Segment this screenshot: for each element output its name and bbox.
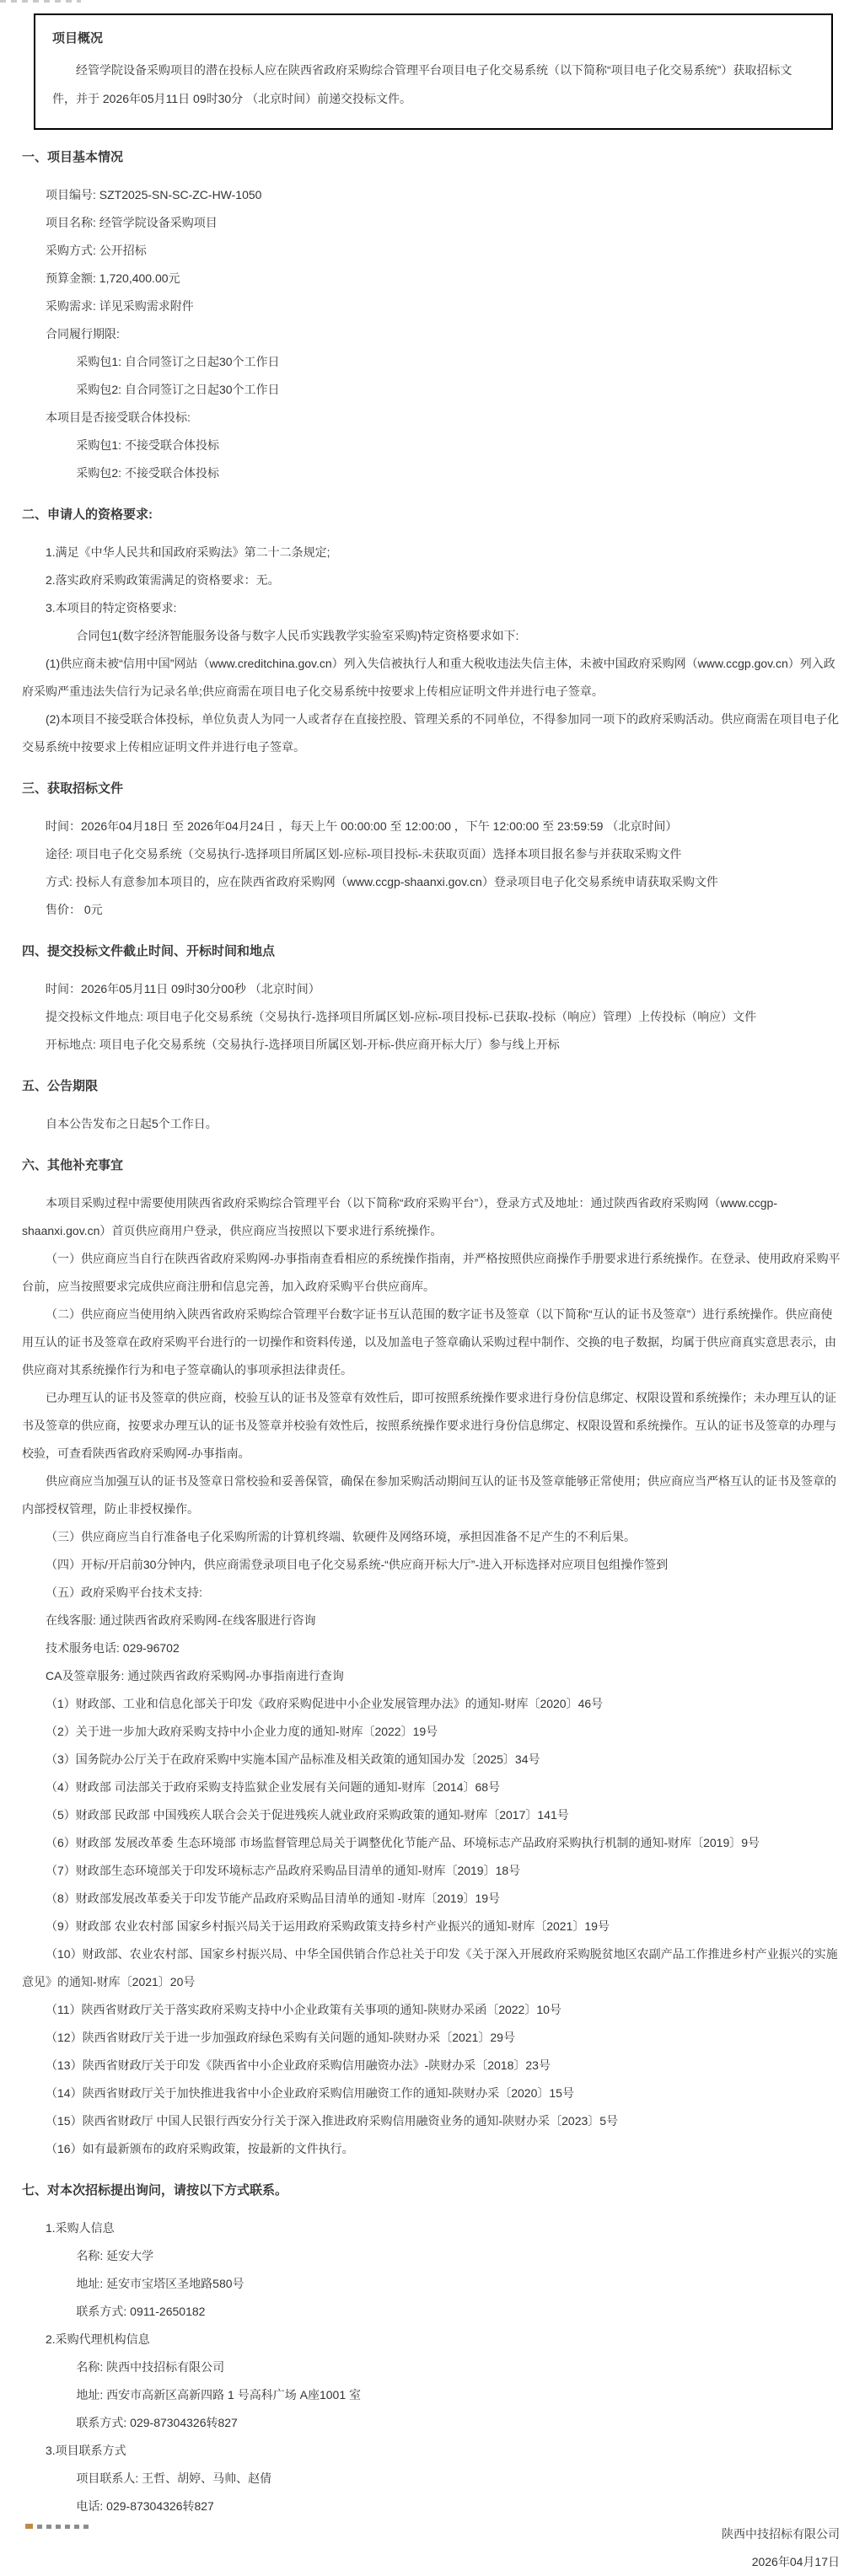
text-line: 3.项目联系方式 (46, 2444, 126, 2457)
text-line: 售价： 0元 (46, 903, 103, 916)
section-heading: 一、项目基本情况 (22, 150, 124, 164)
text-line: 名称: 陕西中技招标有限公司 (76, 2360, 225, 2374)
text-line: 采购包1: 自合同签订之日起30个工作日 (76, 355, 280, 368)
text-line: 合同履行期限: (46, 327, 120, 341)
text-line: 联系方式: 029-87304326转827 (76, 2416, 238, 2429)
text-line: 2.落实政府采购政策需满足的资格要求：无。 (46, 573, 280, 587)
text-line: （11）陕西省财政厅关于落实政府采购支持中小企业政策有关事项的通知-陕财办采函〔2022〕10号 (46, 2003, 561, 2016)
text-line: 采购需求: 详见采购需求附件 (46, 299, 194, 313)
text-line: （五）政府采购平台技术支持: (46, 1586, 202, 1599)
text-line: 自本公告发布之日起5个工作日。 (46, 1117, 218, 1130)
sections-container (22, 143, 843, 2520)
top-clipped-fragment (0, 0, 81, 3)
project-overview-box (34, 13, 833, 130)
text-line: 时间：2026年05月11日 09时30分00秒 （北京时间） (46, 982, 320, 996)
text-line: 1.满足《中华人民共和国政府采购法》第二十二条规定; (46, 545, 330, 559)
text-line: 电话: 029-87304326转827 (76, 2499, 214, 2513)
text-line: 采购方式: 公开招标 (46, 244, 147, 257)
text-line: 项目名称: 经管学院设备采购项目 (46, 216, 218, 229)
text-line: （5）财政部 民政部 中国残疾人联合会关于促进残疾人就业政府采购政策的通知-财库〔2017〕141号 (46, 1808, 569, 1822)
text-line: 采购包2: 不接受联合体投标 (76, 466, 219, 480)
signature-date: 2026年04月17日 (751, 2555, 840, 2568)
text-line: 3.本项目的特定资格要求: (46, 601, 177, 614)
text-line: （7）财政部生态环境部关于印发环境标志产品政府采购品目清单的通知-财库〔2019〕18号 (46, 1864, 521, 1877)
text-line: CA及签章服务: 通过陕西省政府采购网-办事指南进行查询 (46, 1669, 344, 1682)
text-line: (1)供应商未被“信用中国”网站（www.creditchina.gov.cn）列入失信被执行人和重大税收违法失信主体，未被中国政府采购网（www.ccgp.gov.cn）列入政府采购严重违法失信行为记录名单;供应商需在项目电子化交易系统中按要求上传相应证明文件并进行电子签章。 (22, 657, 835, 698)
attachment-clipped-fragment (25, 2524, 91, 2529)
text-line: （9）财政部 农业农村部 国家乡村振兴局关于运用政府采购政策支持乡村产业振兴的通知-财库〔2021〕19号 (46, 1919, 610, 1933)
text-line: 合同包1(数字经济智能服务设备与数字人民币实践教学实验室采购)特定资格要求如下: (76, 629, 519, 642)
text-line: （14）陕西省财政厅关于加快推进我省中小企业政府采购信用融资工作的通知-陕财办采〔2020〕15号 (46, 2086, 574, 2100)
text-line: （16）如有最新颁布的政府采购政策，按最新的文件执行。 (46, 2142, 354, 2155)
text-line: （4）财政部 司法部关于政府采购支持监狱企业发展有关问题的通知-财库〔2014〕68号 (46, 1780, 501, 1794)
text-line: 技术服务电话: 029-96702 (46, 1641, 180, 1655)
text-line: 采购包2: 自合同签订之日起30个工作日 (76, 383, 280, 396)
text-line: 预算金额: 1,720,400.00元 (46, 271, 180, 285)
section-heading: 七、对本次招标提出询问，请按以下方式联系。 (22, 2183, 288, 2198)
text-line: （8）财政部发展改革委关于印发节能产品政府采购品目清单的通知 -财库〔2019〕19号 (46, 1892, 501, 1905)
text-line: （2）关于进一步加大政府采购支持中小企业力度的通知-财库〔2022〕19号 (46, 1725, 438, 1738)
text-line: （12）陕西省财政厅关于进一步加强政府绿色采购有关问题的通知-陕财办采〔2021〕29号 (46, 2031, 515, 2044)
text-line: （10）财政部、农业农村部、国家乡村振兴局、中华全国供销合作总社关于印发《关于深入开展政府采购脱贫地区农副产品工作推进乡村产业振兴的实施意见》的通知-财库〔2021〕20号 (22, 1947, 838, 1988)
text-line: 本项目采购过程中需要使用陕西省政府采购综合管理平台（以下简称“政府采购平台”），登录方式及地址：通过陕西省政府采购网（www.ccgp-shaanxi.gov.cn）首页供应商用户登录，供应商应当按照以下要求进行系统操作。 (22, 1196, 778, 1237)
attachment-icon (25, 2524, 33, 2529)
text-line: 联系方式: 0911-2650182 (76, 2305, 206, 2318)
text-line: 提交投标文件地点: 项目电子化交易系统（交易执行-选择项目所属区划-应标-项目投标-已获取-投标（响应）管理）上传投标（响应）文件 (46, 1010, 757, 1023)
overview-title: 项目概况 (52, 31, 104, 46)
text-line: 方式: 投标人有意参加本项目的，应在陕西省政府采购网（www.ccgp-shaanxi.gov.cn）登录项目电子化交易系统申请获取采购文件 (46, 875, 718, 888)
text-line: （三）供应商应当自行准备电子化采购所需的计算机终端、软硬件及网络环境，承担因准备不足产生的不利后果。 (46, 1530, 636, 1543)
text-line: （一）供应商应当自行在陕西省政府采购网-办事指南查看相应的系统操作指南，并严格按照供应商操作手册要求进行系统操作。在登录、使用政府采购平台前，应当按照要求完成供应商注册和信息完善，加入政府采购平台供应商库。 (22, 1252, 841, 1293)
text-line: 项目编号: SZT2025-SN-SC-ZC-HW-1050 (46, 188, 262, 201)
text-line: 地址: 延安市宝塔区圣地路580号 (76, 2277, 244, 2290)
text-line: 地址: 西安市高新区高新四路 1 号高科广场 A座1001 室 (76, 2388, 361, 2402)
text-line: （3）国务院办公厅关于在政府采购中实施本国产品标准及相关政策的通知国办发〔2025〕34号 (46, 1752, 540, 1766)
text-line: 已办理互认的证书及签章的供应商，校验互认的证书及签章有效性后，即可按照系统操作要求进行身份信息绑定、权限设置和系统操作；未办理互认的证书及签章的供应商，按要求办理互认的证书及签章并校验有效性后，按照系统操作要求进行身份信息绑定、权限设置和系统操作。互认的证书及签章的办理与校验，可查看陕西省政府采购网-办事指南。 (22, 1391, 836, 1460)
section-heading: 六、其他补充事宜 (22, 1158, 124, 1173)
text-line: （1）财政部、工业和信息化部关于印发《政府采购促进中小企业发展管理办法》的通知-财库〔2020〕46号 (46, 1697, 604, 1710)
text-line: 本项目是否接受联合体投标: (46, 411, 191, 424)
text-line: （15）陕西省财政厅 中国人民银行西安分行关于深入推进政府采购信用融资业务的通知-陕财办采〔2023〕5号 (46, 2114, 619, 2128)
text-line: 2.采购代理机构信息 (46, 2332, 150, 2346)
text-line: 在线客服: 通过陕西省政府采购网-在线客服进行咨询 (46, 1613, 316, 1627)
text-line: (2)本项目不接受联合体投标，单位负责人为同一人或者存在直接控股、管理关系的不同单位，不得参加同一项下的政府采购活动。供应商需在项目电子化交易系统中按要求上传相应证明文件并进行电子签章。 (22, 712, 840, 754)
section-heading: 四、提交投标文件截止时间、开标时间和地点 (22, 944, 276, 958)
section-heading: 五、公告期限 (22, 1079, 99, 1093)
text-line: （四）开标/开启前30分钟内，供应商需登录项目电子化交易系统-“供应商开标大厅”-进入开标选择对应项目包组操作签到 (46, 1558, 669, 1571)
text-line: 开标地点: 项目电子化交易系统（交易执行-选择项目所属区划-开标-供应商开标大厅）参与线上开标 (46, 1038, 560, 1051)
overview-body: 经管学院设备采购项目的潜在投标人应在陕西省政府采购综合管理平台项目电子化交易系统（以下简称“项目电子化交易系统”）获取招标文件，并于 2026年05月11日 09时30分 （北京时间）前递交投标文件。 (52, 63, 792, 105)
text-line: 供应商应当加强互认的证书及签章日常校验和妥善保管，确保在参加采购活动期间互认的证书及签章能够正常使用；供应商应当严格互认的证书及签章的内部授权管理，防止非授权操作。 (22, 1474, 836, 1516)
text-line: 名称: 延安大学 (76, 2249, 154, 2262)
signature-company: 陕西中技招标有限公司 (722, 2527, 840, 2541)
text-line: （二）供应商应当使用纳入陕西省政府采购综合管理平台数字证书互认范围的数字证书及签章（以下简称“互认的证书及签章”）进行系统操作。供应商使用互认的证书及签章在政府采购平台进行的一切操作和资料传递，以及加盖电子签章确认采购过程中制作、交换的电子数据，均属于供应商真实意思表示，由供应商对其系统操作行为和电子签章确认的事项承担法律责任。 (22, 1307, 836, 1377)
text-line: 采购包1: 不接受联合体投标 (76, 438, 219, 452)
text-line: （13）陕西省财政厅关于印发《陕西省中小企业政府采购信用融资办法》-陕财办采〔2018〕23号 (46, 2058, 551, 2072)
section-heading: 二、申请人的资格要求: (22, 507, 153, 522)
text-line: 途径: 项目电子化交易系统（交易执行-选择项目所属区划-应标-项目投标-未获取页面）选择本项目报名参与并获取采购文件 (46, 847, 682, 861)
text-line: 项目联系人: 王哲、胡婷、马帅、赵倩 (76, 2471, 272, 2485)
text-line: 1.采购人信息 (46, 2221, 115, 2235)
text-line: 时间：2026年04月18日 至 2026年04月24日 ，每天上午 00:00:00 至 12:00:00 ，下午 12:00:00 至 23:59:59 （北京时间） (46, 819, 678, 833)
attachment-text-sliver (37, 2525, 91, 2529)
text-line: （6）财政部 发展改革委 生态环境部 市场监督管理总局关于调整优化节能产品、环境标志产品政府采购执行机制的通知-财库〔2019〕9号 (46, 1836, 760, 1849)
section-heading: 三、获取招标文件 (22, 781, 124, 796)
